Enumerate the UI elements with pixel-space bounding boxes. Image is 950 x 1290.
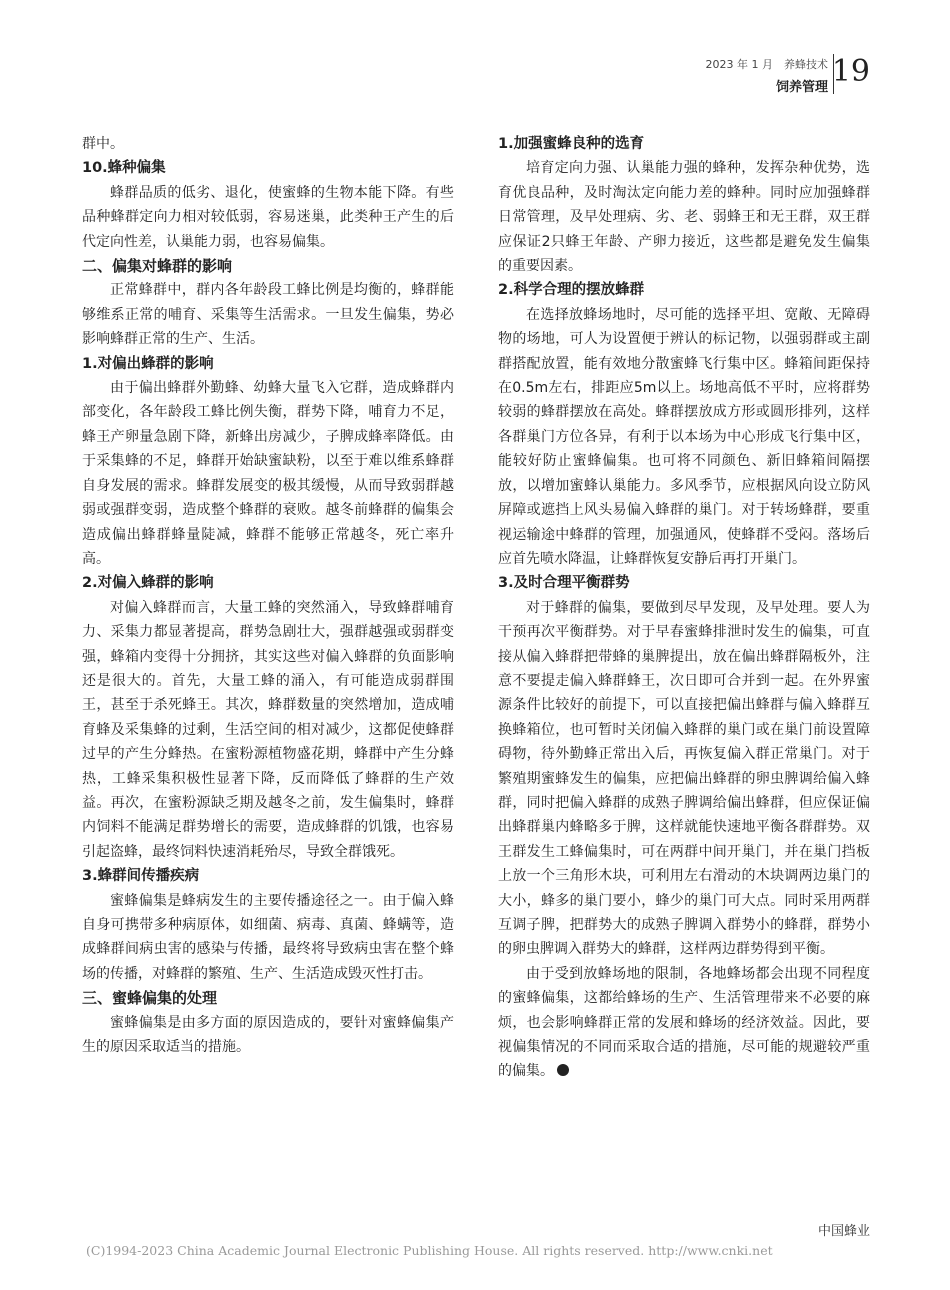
paragraph-final	[498, 962, 870, 1084]
paragraph: 培育定向力强、认巢能力强的蜂种，发挥杂种优势，选育优良品种，及时淘汰定向能力差的蜂种。同时应加强蜂群日常管理，及早处理病、劣、老、弱蜂王和无王群，双王群应保证2只蜂王年龄、产卵力接近，这些都是避免发生偏集的重要因素。	[498, 160, 870, 275]
section-heading: 二、偏集对蜂群的影响	[82, 257, 233, 276]
subheading: 10.蜂种偏集	[82, 160, 166, 177]
end-of-article-icon	[557, 1064, 569, 1076]
paragraph: 群中。	[82, 136, 124, 152]
section-heading: 三、蜜蜂偏集的处理	[82, 989, 218, 1008]
paragraph: 正常蜂群中，群内各年龄段工蜂比例是均衡的，蜂群能够维系正常的哺育、采集等生活需求。一旦发生偏集，势必影响蜂群正常的生产、生活。	[82, 282, 454, 348]
paragraph-text: 由于受到放蜂场地的限制，各地蜂场都会出现不同程度的蜜蜂偏集，这都给蜂场的生产、生活管理带来不必要的麻烦，也会影响蜂群正常的发展和蜂场的经济效益。因此，要视偏集情况的不同而采取合适的措施，尽可能的规避较严重的偏集。	[498, 965, 870, 1080]
paragraph: 由于偏出蜂群外勤蜂、幼蜂大量飞入它群，造成蜂群内部变化，各年龄段工蜂比例失衡，群势下降，哺育力不足，蜂王产卵量急剧下降，新蜂出房减少，子脾成蜂率降低。由于采集蜂的不足，蜂群开始缺蜜缺粉，以至于难以维系蜂群自身发展的需求。蜂群发展变的极其缓慢，从而导致弱群越弱或强群变弱，造成整个蜂群的衰败。越冬前蜂群的偏集会造成偏出蜂群蜂量陡减，蜂群不能够正常越冬，死亡率升高。	[82, 380, 454, 567]
paragraph: 蜜蜂偏集是蜂病发生的主要传播途径之一。由于偏入蜂自身可携带多种病原体，如细菌、病毒、真菌、蜂螨等，造成蜂群间病虫害的感染与传播，最终将导致病虫害在整个蜂场的传播，对蜂群的繁殖、生产、生活造成毁灭性打击。	[82, 892, 454, 982]
subheading: 3.及时合理平衡群势	[498, 575, 630, 592]
header-text	[706, 56, 828, 95]
right-column	[498, 132, 870, 1084]
copyright-notice: (C)1994-2023 China Academic Journal Electronic Publishing House. All rights reserved. http://www.cnki.net	[86, 1243, 773, 1258]
paragraph: 对偏入蜂群而言，大量工蜂的突然涌入，导致蜂群哺育力、采集力都显著提高，群势急剧壮大，强群越强或弱群变强，蜂箱内变得十分拥挤，其实这些对偏入蜂群的负面影响还是很大的。首先，大量工蜂的涌入，有可能造成弱群围王，甚至于杀死蜂王。其次，蜂群数量的突然增加，造成哺育蜂及采集蜂的过剩，生活空间的相对减少，这都促使蜂群过早的产生分蜂热。在蜜粉源植物盛花期，蜂群中产生分蜂热，工蜂采集积极性显著下降，反而降低了蜂群的生产效益。再次，在蜜粉源缺乏期及越冬之前，发生偏集时，蜂群内饲料不能满足群势增长的需要，造成蜂群的饥饿，也容易引起盗蜂，最终饲料快速消耗殆尽，导致全群饿死。	[82, 599, 454, 860]
subheading: 3.蜂群间传播疾病	[82, 868, 200, 885]
subheading: 1.对偏出蜂群的影响	[82, 355, 214, 372]
subheading: 1.加强蜜蜂良种的选育	[498, 136, 645, 152]
subheading: 2.科学合理的摆放蜂群	[498, 282, 645, 299]
paragraph: 在选择放蜂场地时，尽可能的选择平坦、宽敞、无障碍物的场地，可人为设置便于辨认的标记物，以强弱群或主副群搭配放置，能有效地分散蜜蜂飞行集中区。蜂箱间距保持在0.5m左右，排距应5m以上。场地高低不平时，应将群势较弱的蜂群摆放在高处。蜂群摆放成方形或圆形排列，这样各群巢门方位各异，有利于以本场为中心形成飞行集中区，能较好防止蜜蜂偏集。也可将不同颜色、新旧蜂箱间隔摆放，以增加蜜蜂认巢能力。多风季节，应根据风向设立防风屏障或遮挡上风头易偏入蜂群的巢门。对于转场蜂群，要重视运输途中蜂群的管理，加强通风，使蜂群不受闷。落场后应首先喷水降温，让蜂群恢复安静后再打开巢门。	[498, 306, 870, 567]
paragraph: 对于蜂群的偏集，要做到尽早发现，及早处理。要人为干预再次平衡群势。对于早春蜜蜂排泄时发生的偏集，可直接从偏入蜂群把带蜂的巢脾提出，放在偏出蜂群隔板外，注意不要提走偏入蜂群蜂王，次日即可合并到一起。在外界蜜源条件比较好的前提下，可以直接把偏出蜂群与偏入蜂群互换蜂箱位，也可暂时关闭偏入蜂群的巢门或在巢门前设置障碍物，待外勤蜂正常出入后，再恢复偏入群正常巢门。对于繁殖期蜜蜂发生的偏集，应把偏出蜂群的卵虫脾调给偏入蜂群，同时把偏入蜂群的成熟子脾调给偏出蜂群，但应保证偏出蜂群巢内蜂略多于脾，这样就能快速地平衡各群群势。双王群发生工蜂偏集时，可在两群中间开巢门，并在巢门挡板上放一个三角形木块，可利用左右滑动的木块调两边巢门的大小，蜂多的巢门要小，蜂少的巢门可大点。同时采用两群互调子脾，把群势大的成熟子脾调入群势小的蜂群，群势小的卵虫脾调入群势大的蜂群，这样两边群势得到平衡。	[498, 599, 870, 958]
paragraph: 蜂群品质的低劣、退化，使蜜蜂的生物本能下降。有些品种蜂群定向力相对较低弱，容易迷巢，此类种王产生的后代定向性差，认巢能力弱，也容易偏集。	[82, 184, 454, 250]
journal-name: 中国蜂业	[817, 1224, 870, 1239]
section-label: 饲养管理	[775, 80, 828, 95]
paragraph: 蜜蜂偏集是由多方面的原因造成的，要针对蜜蜂偏集产生的原因采取适当的措施。	[82, 1014, 454, 1056]
left-column	[82, 132, 454, 1059]
subheading: 2.对偏入蜂群的影响	[82, 575, 214, 592]
page-number: 19	[831, 54, 870, 89]
issue-label: 2023 年 1 月 养蜂技术	[705, 58, 828, 71]
